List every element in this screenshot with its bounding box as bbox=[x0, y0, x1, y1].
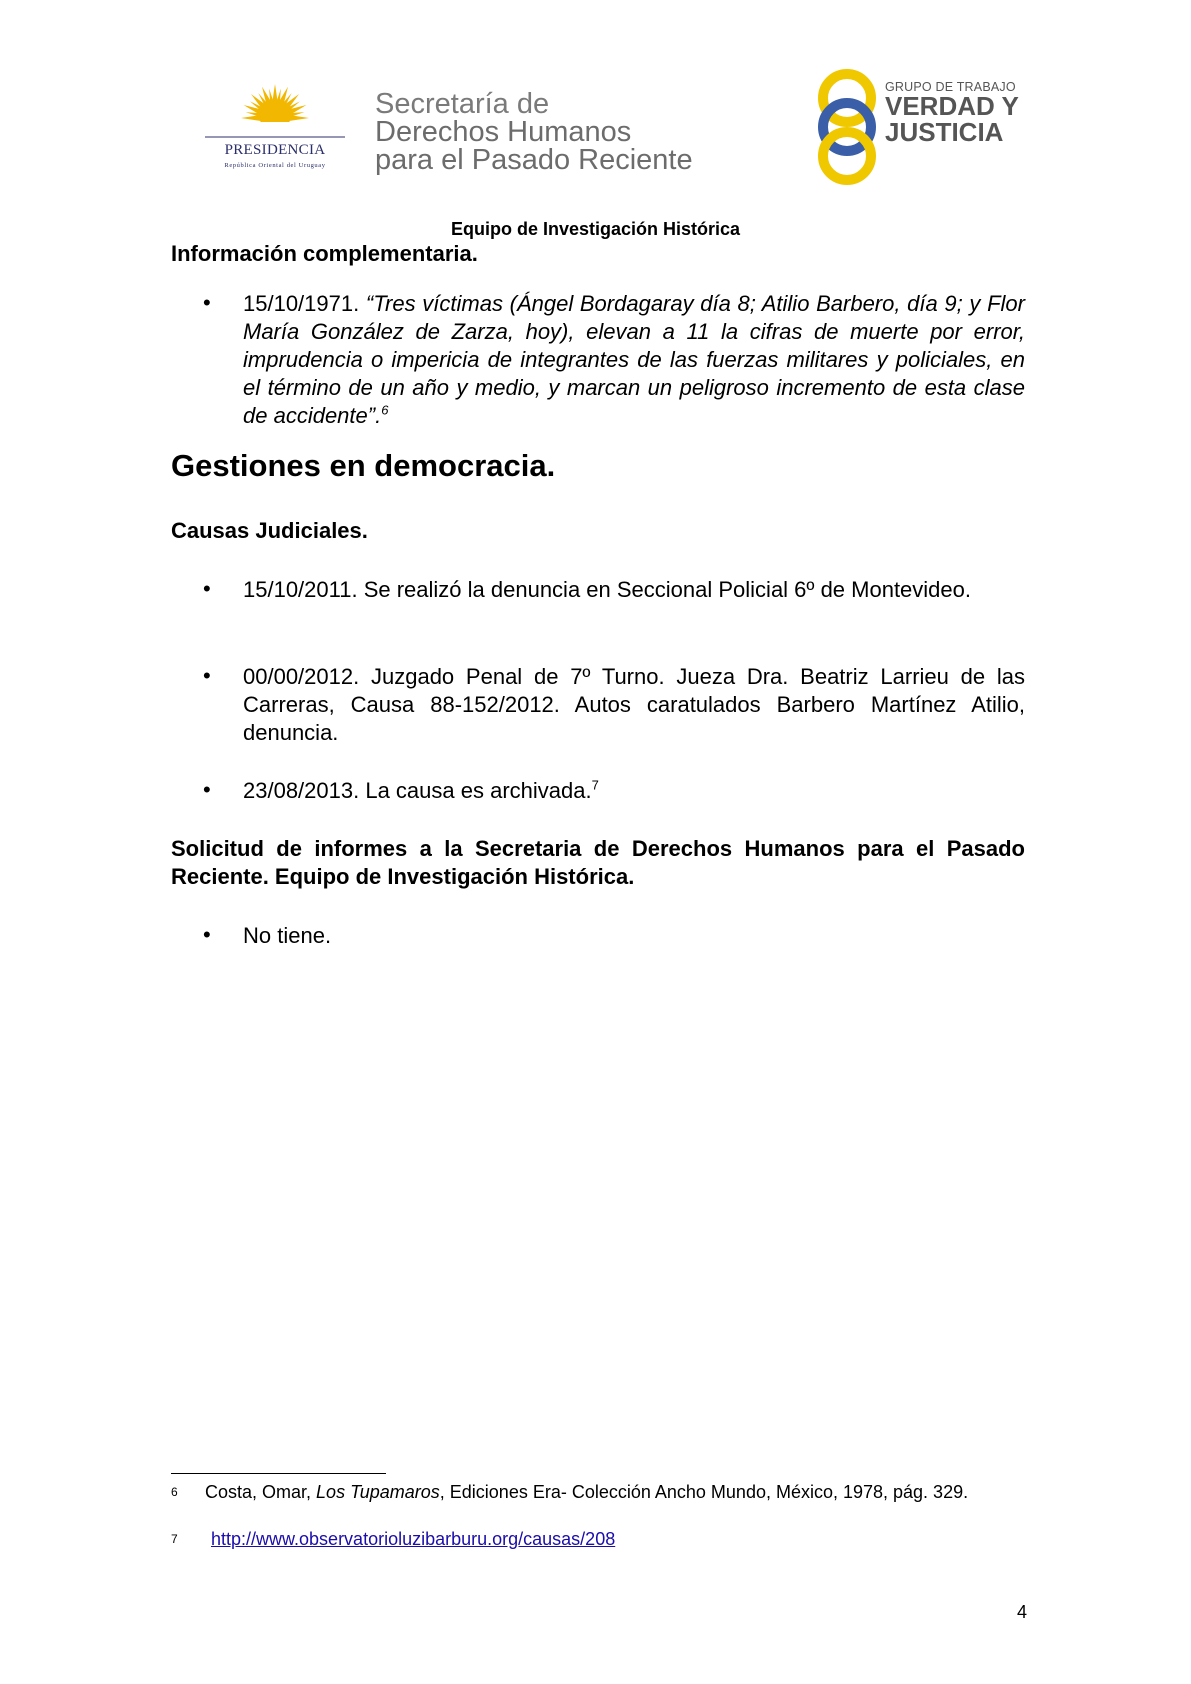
footnote-text bbox=[205, 1481, 1025, 1504]
grupo-trabajo-logo bbox=[815, 62, 1025, 192]
bullet-icon: • bbox=[203, 576, 211, 601]
page-header bbox=[195, 80, 1019, 190]
footnote-6 bbox=[171, 1481, 1025, 1529]
footnote-number: 7 bbox=[171, 1532, 178, 1546]
equipo-title: Equipo de Investigación Histórica bbox=[450, 219, 741, 239]
presidencia-subtitle: República Oriental del Uruguay bbox=[224, 162, 326, 169]
causas-heading: Causas Judiciales. bbox=[171, 518, 368, 543]
footnote-text-part: , Ediciones Era- Colección Ancho Mundo, México, 1978, pág. 329. bbox=[439, 1482, 969, 1502]
interlocked-rings-icon bbox=[815, 62, 881, 192]
presidencia-name: PRESIDENCIA bbox=[224, 142, 326, 158]
list-item-text-content: 23/08/2013. La causa es archivada. bbox=[243, 778, 592, 803]
info-date: 15/10/1971. bbox=[243, 291, 360, 316]
secretaria-line-1: Secretaría de bbox=[375, 88, 550, 120]
bullet-icon: • bbox=[203, 290, 211, 315]
secretaria-line-3: para el Pasado Reciente bbox=[375, 144, 693, 176]
sun-emblem-icon bbox=[195, 80, 355, 190]
bullet-icon: • bbox=[203, 663, 211, 688]
gtvj-title bbox=[885, 93, 1019, 145]
list-item-text: No tiene. bbox=[243, 923, 332, 948]
footnote-7 bbox=[171, 1528, 1025, 1552]
list-item-text: 15/10/2011. Se realizó la denuncia en Seccional Policial 6º de Montevideo. bbox=[243, 577, 971, 602]
footnote-ref-6: 6 bbox=[381, 402, 389, 418]
footnote-link[interactable]: http://www.observatorioluzibarburu.org/causas/208 bbox=[211, 1529, 616, 1549]
info-quote: “Tres víctimas (Ángel Bordagaray día 8; Atilio Barbero, día 9; y Flor María González de Zarza, hoy), elevan a 11 la cifras de muerte por error, imprudencia o impericia de integrantes de las fuerzas militares y policiales, en el término de un año y medio, y marcan un peligroso incremento de esta clase de accidente”. bbox=[243, 291, 1025, 428]
info-heading: Información complementaria. bbox=[171, 241, 478, 266]
bullet-icon: • bbox=[203, 777, 211, 802]
gestiones-heading: Gestiones en democracia. bbox=[171, 448, 556, 483]
gtvj-small-label: GRUPO DE TRABAJO bbox=[885, 80, 1016, 94]
footnote-text bbox=[211, 1528, 1031, 1551]
presidencia-logo bbox=[195, 80, 355, 190]
secretaria-line-2: Derechos Humanos bbox=[375, 116, 632, 148]
list-item-text bbox=[243, 777, 1025, 805]
footnote-text-part: Costa, Omar, bbox=[205, 1482, 317, 1502]
gtvj-title-line-2: JUSTICIA bbox=[885, 117, 1004, 147]
list-item-text bbox=[243, 290, 1025, 430]
list-item-text: 00/00/2012. Juzgado Penal de 7º Turno. Jueza Dra. Beatriz Larrieu de las Carreras, Causa 88-152/2012. Autos caratulados Barbero Martínez Atilio, denuncia. bbox=[243, 664, 1025, 745]
footnote-separator bbox=[171, 1473, 386, 1474]
footnote-book-title: Los Tupamaros bbox=[316, 1482, 440, 1502]
footnote-number: 6 bbox=[171, 1485, 178, 1499]
secretaria-title bbox=[375, 90, 693, 174]
footnote-ref-7: 7 bbox=[591, 777, 599, 793]
gtvj-title-line-1: VERDAD Y bbox=[885, 91, 1019, 121]
bullet-icon: • bbox=[203, 922, 211, 947]
solicitud-heading: Solicitud de informes a la Secretaria de Derechos Humanos para el Pasado Reciente. Equipo de Investigación Histórica. bbox=[171, 836, 1025, 889]
page-number: 4 bbox=[1017, 1602, 1028, 1622]
